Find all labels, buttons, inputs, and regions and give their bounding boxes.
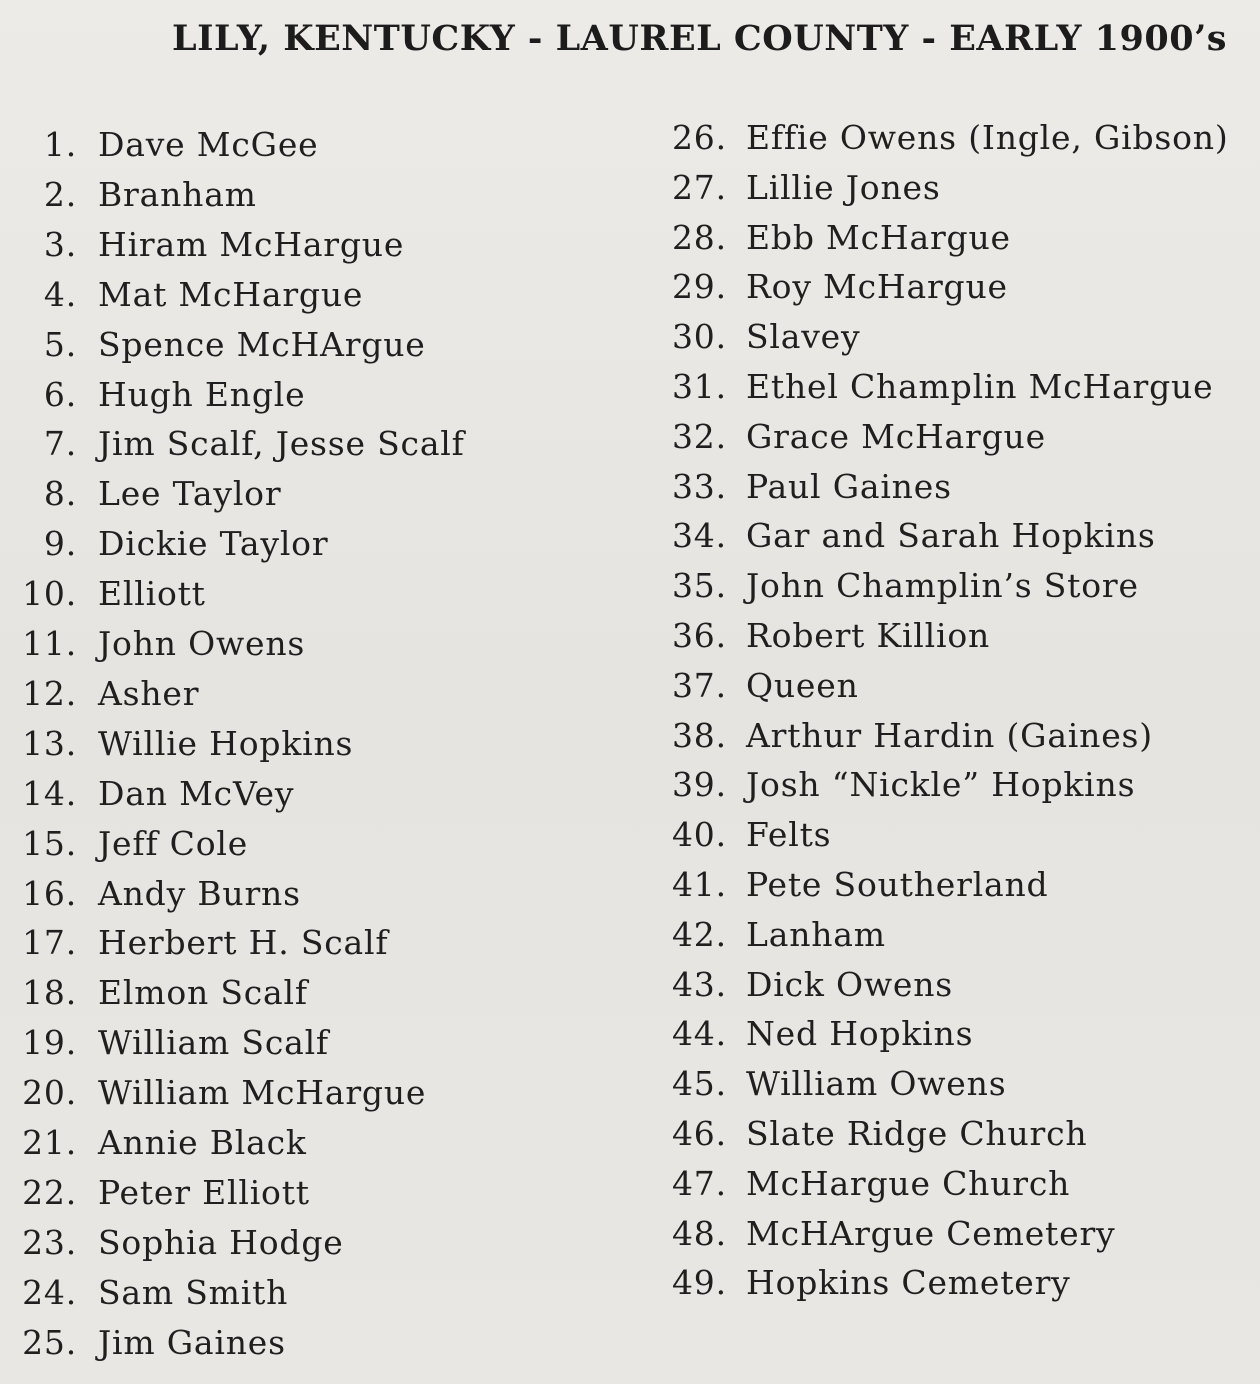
page-title: LILY, KENTUCKY - LAUREL COUNTY - EARLY 1900’s: [172, 18, 1227, 59]
list-item-name: Hopkins Cemetery: [746, 1263, 1071, 1303]
list-item-number: 11.: [22, 624, 77, 663]
list-item-number: 24.: [22, 1272, 77, 1312]
list-item-number: 30.: [672, 317, 727, 357]
list-item-name: Ebb McHargue: [746, 217, 1011, 257]
list-item-name: Hiram McHargue: [98, 224, 405, 264]
list-item-number: 35.: [672, 566, 727, 606]
list-item-name: Gar and Sarah Hopkins: [746, 516, 1156, 556]
list-item-number: 6.: [43, 374, 77, 414]
list-item-name: Slavey: [746, 317, 861, 357]
list-item-number: 32.: [672, 416, 727, 456]
list-item-name: Dan McVey: [98, 773, 295, 813]
list-item-name: Effie Owens (Ingle, Gibson): [746, 118, 1229, 157]
list-item-number: 1.: [43, 125, 77, 164]
list-item-name: McHArgue Cemetery: [746, 1213, 1116, 1253]
list-item-number: 48.: [672, 1213, 727, 1253]
list-item-number: 47.: [672, 1163, 727, 1203]
list-item-name: Dickie Taylor: [98, 524, 329, 564]
list-item-name: Elmon Scalf: [98, 973, 308, 1013]
list-item-name: Elliott: [98, 574, 206, 614]
list-item-name: Peter Elliott: [98, 1172, 310, 1212]
list-item-name: Mat McHargue: [98, 274, 364, 314]
list-item-name: Jim Scalf, Jesse Scalf: [98, 424, 465, 464]
list-item-name: William Owens: [746, 1064, 1007, 1104]
list-item-number: 33.: [672, 466, 727, 506]
list-item-name: Arthur Hardin (Gaines): [746, 715, 1153, 755]
list-item-number: 10.: [22, 574, 77, 614]
list-item-number: 8.: [43, 474, 77, 514]
list-item-name: Dick Owens: [746, 964, 953, 1004]
list-item-name: Lillie Jones: [746, 167, 941, 207]
list-item-number: 42.: [672, 914, 727, 954]
list-item-name: Jeff Cole: [98, 823, 249, 863]
list-item-number: 4.: [43, 274, 77, 314]
list-item-number: 27.: [672, 167, 727, 207]
list-item-name: John Owens: [98, 624, 306, 663]
list-item-number: 44.: [672, 1014, 727, 1054]
list-item-number: 12.: [22, 673, 77, 713]
list-item-name: Spence McHArgue: [98, 324, 426, 364]
list-item-name: Josh “Nickle” Hopkins: [746, 765, 1136, 805]
list-item-number: 25.: [22, 1322, 77, 1362]
list-item-number: 46.: [672, 1114, 727, 1153]
list-item-number: 28.: [672, 217, 727, 257]
list-item-number: 37.: [672, 665, 727, 705]
list-item-number: 20.: [22, 1073, 77, 1113]
list-item-name: Paul Gaines: [746, 466, 952, 506]
list-item-number: 9.: [43, 524, 77, 564]
list-item-number: 14.: [22, 773, 77, 813]
list-item-number: 21.: [22, 1123, 77, 1162]
list-item-name: Sophia Hodge: [98, 1222, 344, 1262]
list-item-name: Robert Killion: [746, 616, 991, 655]
list-item-name: Sam Smith: [98, 1272, 289, 1312]
list-item-number: 3.: [43, 224, 77, 264]
list-item-number: 38.: [672, 715, 727, 755]
list-item-name: Asher: [98, 673, 200, 713]
list-item-number: 13.: [22, 723, 77, 763]
list-item-number: 43.: [672, 964, 727, 1004]
list-item-name: Branham: [98, 174, 257, 214]
list-item-name: Ned Hopkins: [746, 1014, 974, 1054]
list-item-name: William McHargue: [98, 1073, 427, 1113]
list-item-number: 5.: [43, 324, 77, 364]
list-item-name: Grace McHargue: [746, 416, 1046, 456]
list-item-name: Queen: [746, 665, 859, 705]
list-item-number: 7.: [43, 424, 77, 464]
list-item-number: 26.: [672, 118, 727, 157]
list-item-name: Herbert H. Scalf: [98, 923, 389, 963]
list-item-name: Roy McHargue: [746, 267, 1008, 307]
list-item-number: 34.: [672, 516, 727, 556]
list-item-name: Hugh Engle: [98, 374, 306, 414]
list-item-number: 16.: [22, 873, 77, 913]
list-item-number: 31.: [672, 367, 727, 406]
list-item-name: Dave McGee: [98, 125, 319, 164]
list-item-number: 15.: [22, 823, 77, 863]
list-item-name: Lee Taylor: [98, 474, 282, 514]
list-item-name: Willie Hopkins: [98, 723, 354, 763]
list-item-number: 2.: [43, 174, 77, 214]
list-item-number: 22.: [22, 1172, 77, 1212]
list-item-name: Jim Gaines: [98, 1322, 286, 1362]
list-item-name: Felts: [746, 815, 832, 855]
list-item-number: 45.: [672, 1064, 727, 1104]
list-item-name: Pete Southerland: [746, 865, 1049, 904]
list-item-number: 18.: [22, 973, 77, 1013]
list-item-name: Lanham: [746, 914, 886, 954]
list-item-number: 41.: [672, 865, 727, 904]
list-item-number: 29.: [672, 267, 727, 307]
list-item-number: 36.: [672, 616, 727, 655]
list-item-number: 23.: [22, 1222, 77, 1262]
list-item-number: 39.: [672, 765, 727, 805]
list-item-name: McHargue Church: [746, 1163, 1071, 1203]
list-item-name: John Champlin’s Store: [746, 566, 1139, 606]
list-item-number: 40.: [672, 815, 727, 855]
list-item-number: 17.: [22, 923, 77, 963]
list-item-name: Andy Burns: [98, 873, 301, 913]
list-item-number: 19.: [22, 1023, 77, 1063]
list-item-name: William Scalf: [98, 1023, 329, 1063]
list-item-name: Annie Black: [98, 1123, 307, 1162]
list-item-number: 49.: [672, 1263, 727, 1303]
list-item-name: Slate Ridge Church: [746, 1114, 1088, 1153]
list-item-name: Ethel Champlin McHargue: [746, 367, 1214, 406]
